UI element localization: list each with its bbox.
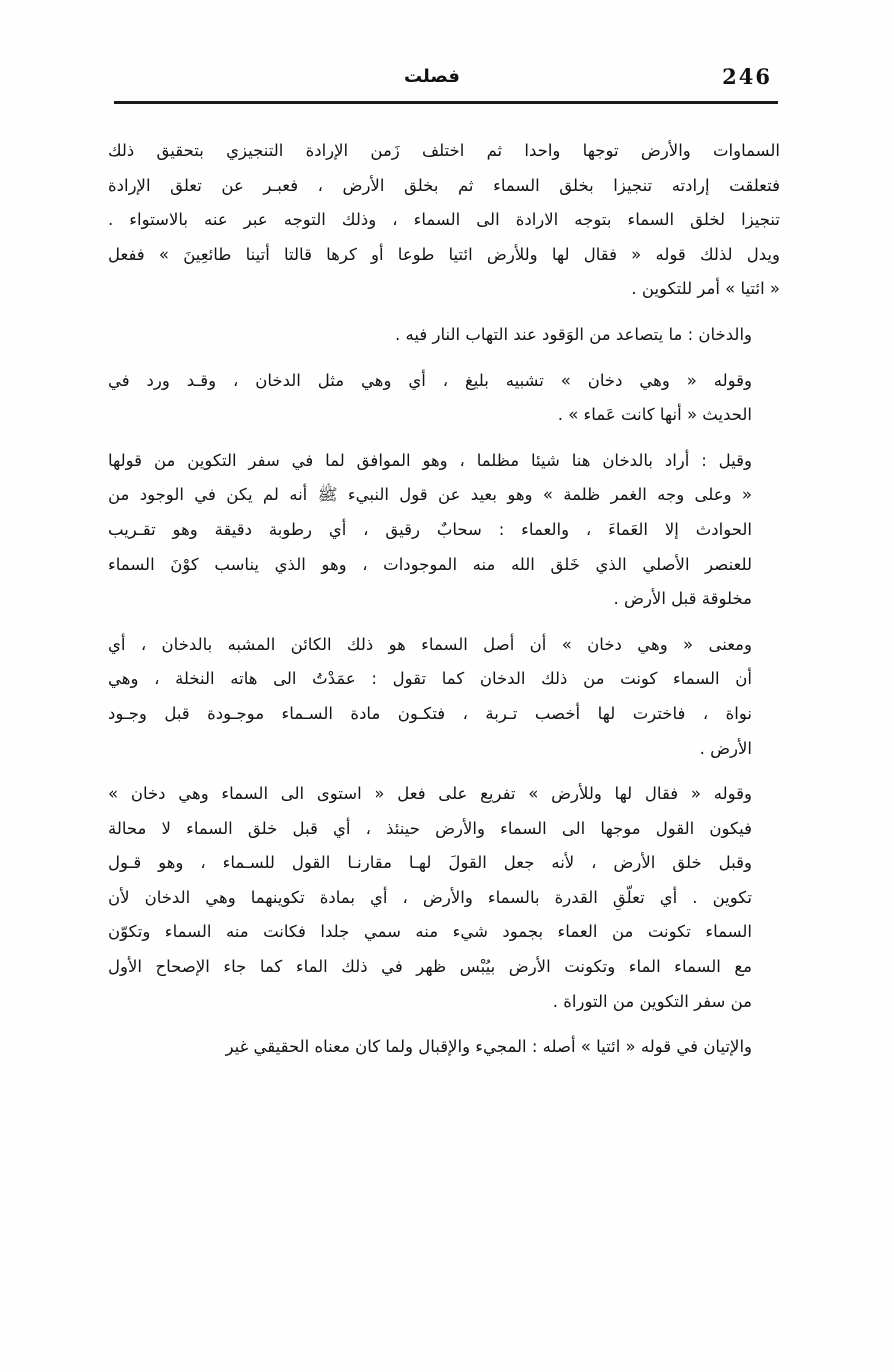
text-line: للعنصر الأصلي الذي خَلق الله منه الموجودات ، وهو الذي يناسب كوْنَ السماء bbox=[108, 554, 752, 574]
text-line: تكوين . أي تعلّقِ القدرة بالسماء والأرض ، أي بمادة تكوينهما وهي الدخان لأن bbox=[108, 887, 752, 907]
text-line: مع السماء الماء وتكونت الأرض بيُبْس ظهر في ذلك الماء كما جاء الإصحاح الأول bbox=[108, 957, 752, 977]
text-line: والدخان : ما يتصاعد من الوَقود عند التهاب النار فيه . bbox=[395, 324, 752, 344]
text-line: فتعلقت إرادته تنجيزا بخلق السماء ثم بخلق الأرض ، فعبـر عن تعلق الإرادة bbox=[108, 175, 780, 195]
paragraph bbox=[108, 1030, 780, 1065]
body-text bbox=[108, 134, 780, 1065]
page-header bbox=[114, 60, 778, 96]
text-line: وقيل : أراد بالدخان هنا شيئا مظلما ، وهو الموافق لما في سفر التكوين من قولها bbox=[108, 450, 752, 470]
text-line: السماوات والأرض توجها واحدا ثم اختلف زَمن الإرادة التنجيزي بتحقيق ذلك bbox=[108, 141, 780, 160]
text-line: مخلوقة قبل الأرض . bbox=[613, 589, 752, 609]
text-line: الأرض . bbox=[699, 738, 752, 758]
paragraph bbox=[108, 444, 780, 617]
text-line: السماء تكونت من العماء بجمود شيء منه سمي جلدا فكانت منه السماء وتكوّن bbox=[108, 922, 752, 942]
text-line: « وعلى وجه الغمر ظلمة » وهو بعيد عن قول النبيء ﷺ أنه لم يكن في الوجود من bbox=[108, 485, 752, 505]
text-line: ومعنى « وهي دخان » أن أصل السماء هو ذلك الكائن المشبه بالدخان ، أي bbox=[108, 634, 752, 654]
text-line: ويدل لذلك قوله « فقال لها وللأرض ائتيا طوعا أو كرها قالتا أتينا طائعِينَ » ففعل bbox=[108, 244, 780, 264]
paragraph bbox=[108, 628, 780, 766]
text-line: « ائتيا » أمر للتكوين . bbox=[631, 279, 780, 299]
text-line: الحديث « أنها كانت عَماء » . bbox=[557, 405, 752, 425]
text-line: وقبل خلق الأرض ، لأنه جعل القولَ لهـا مقارنـا القول للسـماء ، وهو قـول bbox=[108, 853, 752, 873]
text-line: أن السماء كونت من ذلك الدخان كما تقول : عمَدْتُ الى هاته النخلة ، وهي bbox=[108, 669, 752, 689]
text-line: الحوادث إلا العَماءَ ، والعماء : سحابٌ رقيق ، أي رطوبة دقيقة وهو تقـريب bbox=[108, 519, 752, 539]
paragraph bbox=[108, 318, 780, 353]
paragraph bbox=[108, 777, 780, 1019]
text-line: وقوله « فقال لها وللأرض » تفريع على فعل « استوى الى السماء وهي دخان » bbox=[108, 784, 752, 804]
paragraph bbox=[108, 364, 780, 433]
text-line: فيكون القول موجها الى السماء والأرض حينئذ ، أي قبل خلق السماء لا محالة bbox=[108, 818, 752, 838]
text-line: وقوله « وهي دخان » تشبيه بليغ ، أي وهي مثل الدخان ، وقـد ورد في bbox=[108, 370, 752, 390]
text-line: من سفر التكوين من التوراة . bbox=[552, 991, 752, 1011]
header-divider bbox=[114, 101, 778, 104]
running-title: فصلت bbox=[404, 66, 460, 87]
paragraph bbox=[108, 134, 780, 307]
page-number: 246 bbox=[722, 64, 772, 89]
text-line: تنجيزا لخلق السماء بتوجه الارادة الى السماء ، وذلك التوجه عبر عنه بالاستواء . bbox=[108, 210, 780, 230]
text-line: والإتيان في قوله « ائتيا » أصله : المجيء والإقبال ولما كان معناه الحقيقي غير bbox=[225, 1037, 752, 1057]
text-line: نواة ، فاخترت لها أخصب تـربة ، فتكـون مادة السـماء موجـودة قبل وجـود bbox=[108, 703, 752, 723]
